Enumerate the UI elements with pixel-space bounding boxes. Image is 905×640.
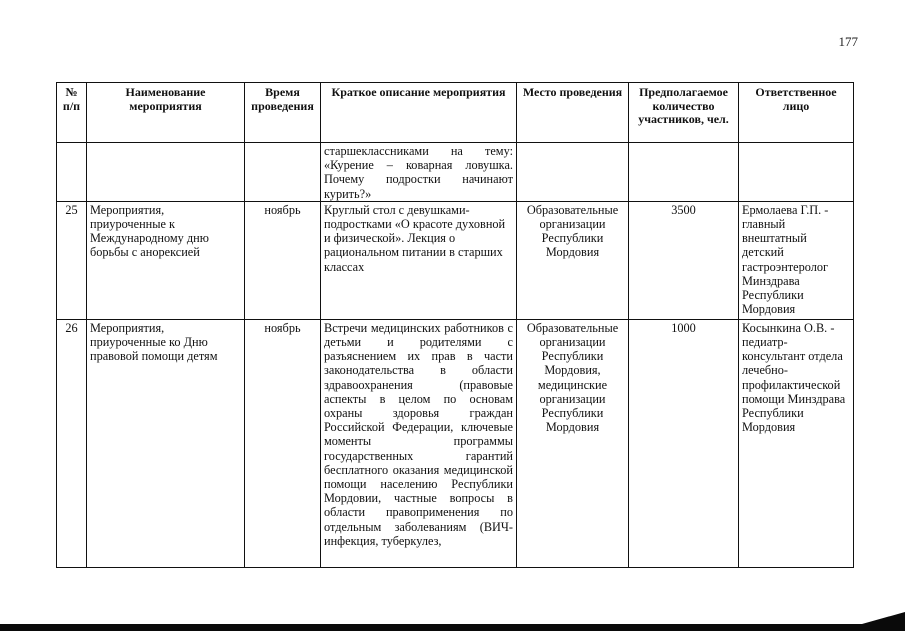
row-num bbox=[57, 143, 87, 202]
row-num: 26 bbox=[57, 319, 87, 567]
row-time bbox=[245, 143, 321, 202]
row-responsible bbox=[739, 143, 854, 202]
page-number: 177 bbox=[838, 34, 858, 49]
scan-edge-bar bbox=[0, 624, 905, 631]
header-description: Краткое описание мероприятия bbox=[321, 83, 517, 143]
table-row bbox=[57, 319, 854, 567]
table-row bbox=[57, 201, 854, 319]
row-place: Образовательные организации Республики Мордовия, медицинские организации Республики Мордовия bbox=[517, 319, 629, 567]
row-participants: 3500 bbox=[629, 201, 739, 319]
row-participants bbox=[629, 143, 739, 202]
row-name: Мероприятия, приуроченные к Международному дню борьбы с анорексией bbox=[87, 201, 245, 319]
row-description: старшеклассниками на тему: «Курение – коварная ловушка. Почему подростки начинают курить?» bbox=[321, 143, 517, 202]
row-responsible: Косынкина О.В. - педиатр-консультант отдела лечебно-профилактической помощи Минздрава Республики Мордовия bbox=[739, 319, 854, 567]
events-table bbox=[56, 82, 854, 568]
row-responsible: Ермолаева Г.П. - главный внештатный детский гастроэнтеролог Минздрава Республики Мордовия bbox=[739, 201, 854, 319]
row-time: ноябрь bbox=[245, 201, 321, 319]
row-num: 25 bbox=[57, 201, 87, 319]
row-name: Мероприятия, приуроченные ко Дню правовой помощи детям bbox=[87, 319, 245, 567]
row-description: Встречи медицинских работников с детьми и родителями с разъяснением их прав в части законодательства в области здравоохранения (правовые аспекты в целом по основам охраны здоровья граждан Российской Федерации, ключевые моменты программы государственных гарантий бесплатного оказания медицинской помощи населению Республики Мордовии, частные вопросы в области правоприменения по отдельным заболеваниям (ВИЧ-инфекция, туберкулез, bbox=[321, 319, 517, 567]
header-num: № п/п bbox=[57, 83, 87, 143]
header-name: Наименование мероприятия bbox=[87, 83, 245, 143]
table-row bbox=[57, 143, 854, 202]
row-time: ноябрь bbox=[245, 319, 321, 567]
header-row bbox=[57, 83, 854, 143]
row-name bbox=[87, 143, 245, 202]
row-place: Образовательные организации Республики Мордовия bbox=[517, 201, 629, 319]
header-place: Место проведения bbox=[517, 83, 629, 143]
row-description: Круглый стол с девушками-подростками «О красоте духовной и физической». Лекция о рациональном питании в старших классах bbox=[321, 201, 517, 319]
header-participants: Предполагаемое количество участников, чел. bbox=[629, 83, 739, 143]
header-time: Время проведения bbox=[245, 83, 321, 143]
row-participants: 1000 bbox=[629, 319, 739, 567]
row-place bbox=[517, 143, 629, 202]
scan-edge-mark bbox=[862, 612, 905, 624]
header-responsible: Ответственное лицо bbox=[739, 83, 854, 143]
